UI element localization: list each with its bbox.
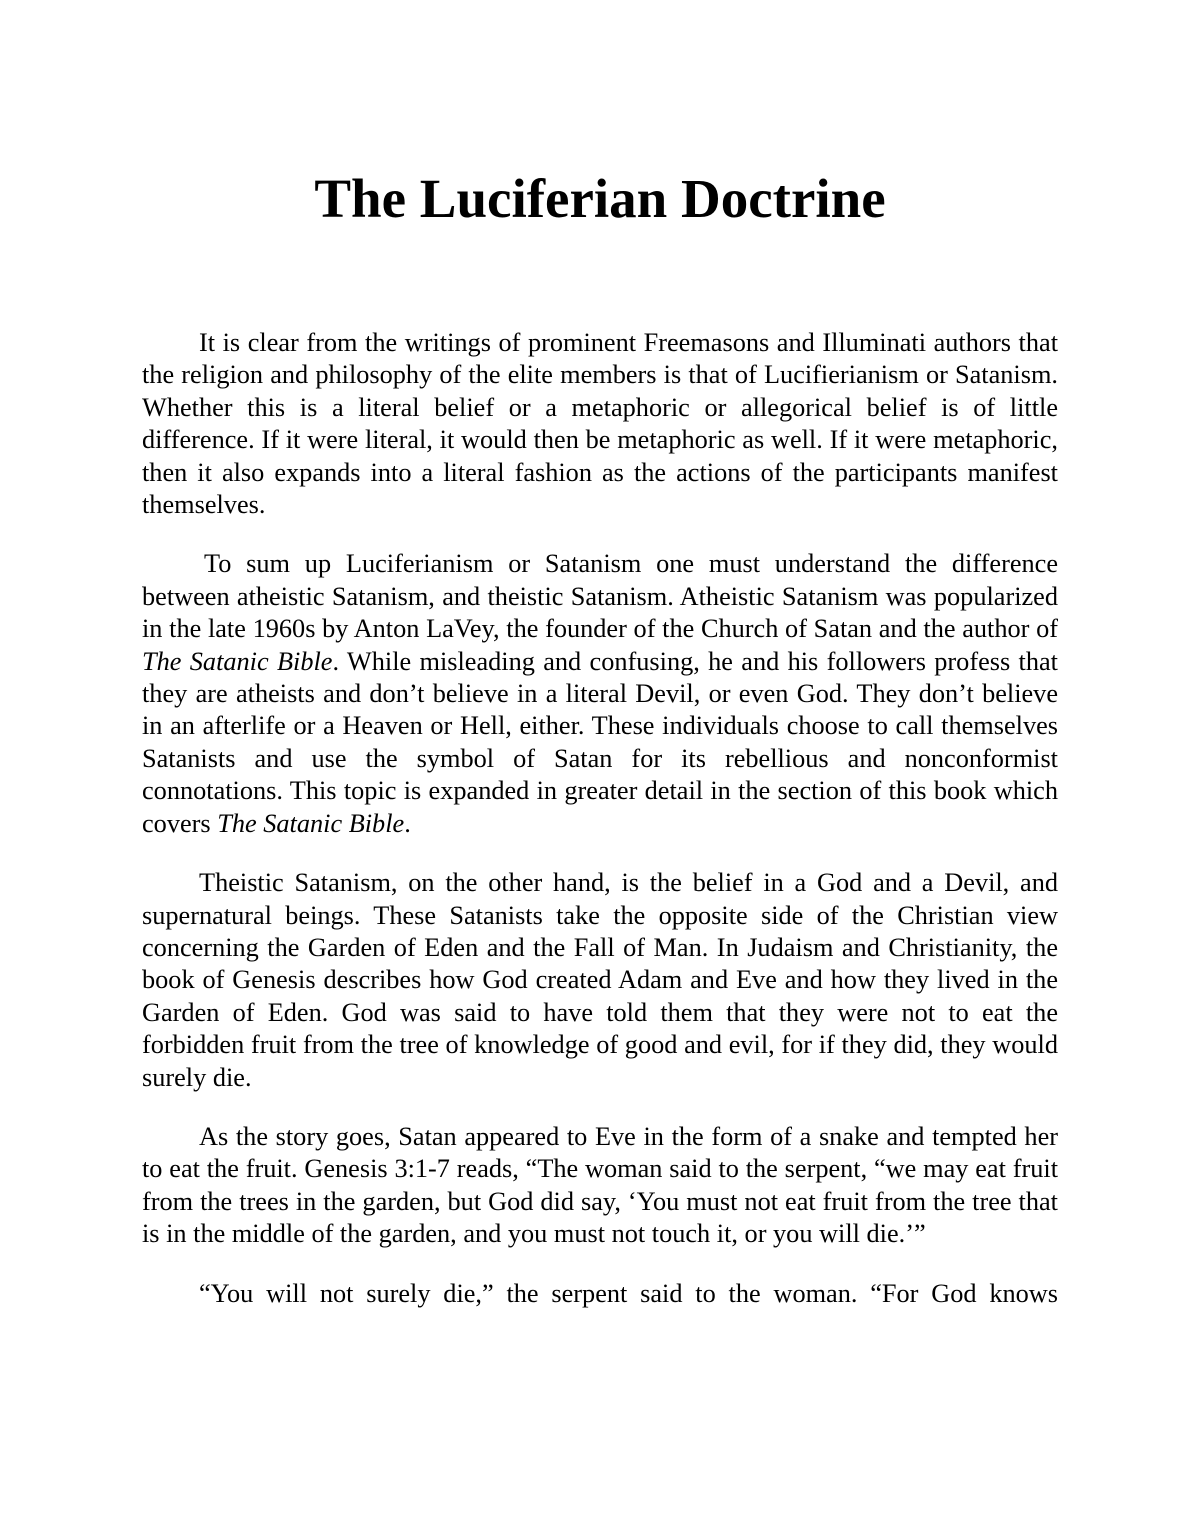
paragraph-3: Theistic Satanism, on the other hand, is the belief in a God and a Devil, and supernatural beings. These Satanists take the opposite side of the Christian view concerning the Garden of Eden and the Fall of Man. In Judaism and Christianity, the book of Genesis describes how God created Adam and Eve and how they lived in the Garden of Eden. God was said to have told them that they were not to eat the forbidden fruit from the tree of knowledge of good and evil, for if they did, they would surely die.	[142, 868, 1058, 1092]
page-title: The Luciferian Doctrine	[314, 168, 886, 229]
paragraph-5: “You will not surely die,” the serpent said to the woman. “For God knows	[199, 1278, 1058, 1308]
book-title-italic: The Satanic Bible	[142, 646, 333, 676]
paragraph-2	[142, 548, 1058, 840]
paragraph-2-text-a: To sum up Luciferianism or Satanism one must understand the difference between atheistic Satanism, and theistic Satanism. Atheistic Satanism was popularized in the late 1960s by Anton LaVey, the founder of the Church of Satan and the author of	[142, 549, 1058, 644]
document-body	[142, 327, 1058, 1337]
paragraph-4: As the story goes, Satan appeared to Eve in the form of a snake and tempted her to eat the fruit. Genesis 3:1-7 reads, “The woman said to the serpent, “we may eat fruit from the trees in the garden, but God did say, ‘You must not eat fruit from the tree that is in the middle of the garden, and you must not touch it, or you will die.’”	[142, 1121, 1058, 1249]
paragraph-1: It is clear from the writings of prominent Freemasons and Illuminati authors that the religion and philosophy of the elite members is that of Lucifierianism or Satanism. Whether this is a literal belief or a metaphoric or allegorical belief is of little difference. If it were literal, it would then be metaphoric as well. If it were metaphoric, then it also expands into a literal fashion as the actions of the participants manifest themselves.	[142, 328, 1058, 520]
paragraph-2-text-b: . While misleading and confusing, he and his followers profess that they are atheists and don’t believe in a literal Devil, or even God. They don’t believe in an afterlife or a Heaven or Hell, either. These individuals choose to call themselves Satanists and use the symbol of Satan for its rebellious and nonconformist connotations. This topic is expanded in greater detail in the section of this book which covers	[142, 646, 1058, 838]
paragraph-2-text-c: .	[404, 808, 411, 838]
book-title-italic: The Satanic Bible	[217, 808, 405, 838]
